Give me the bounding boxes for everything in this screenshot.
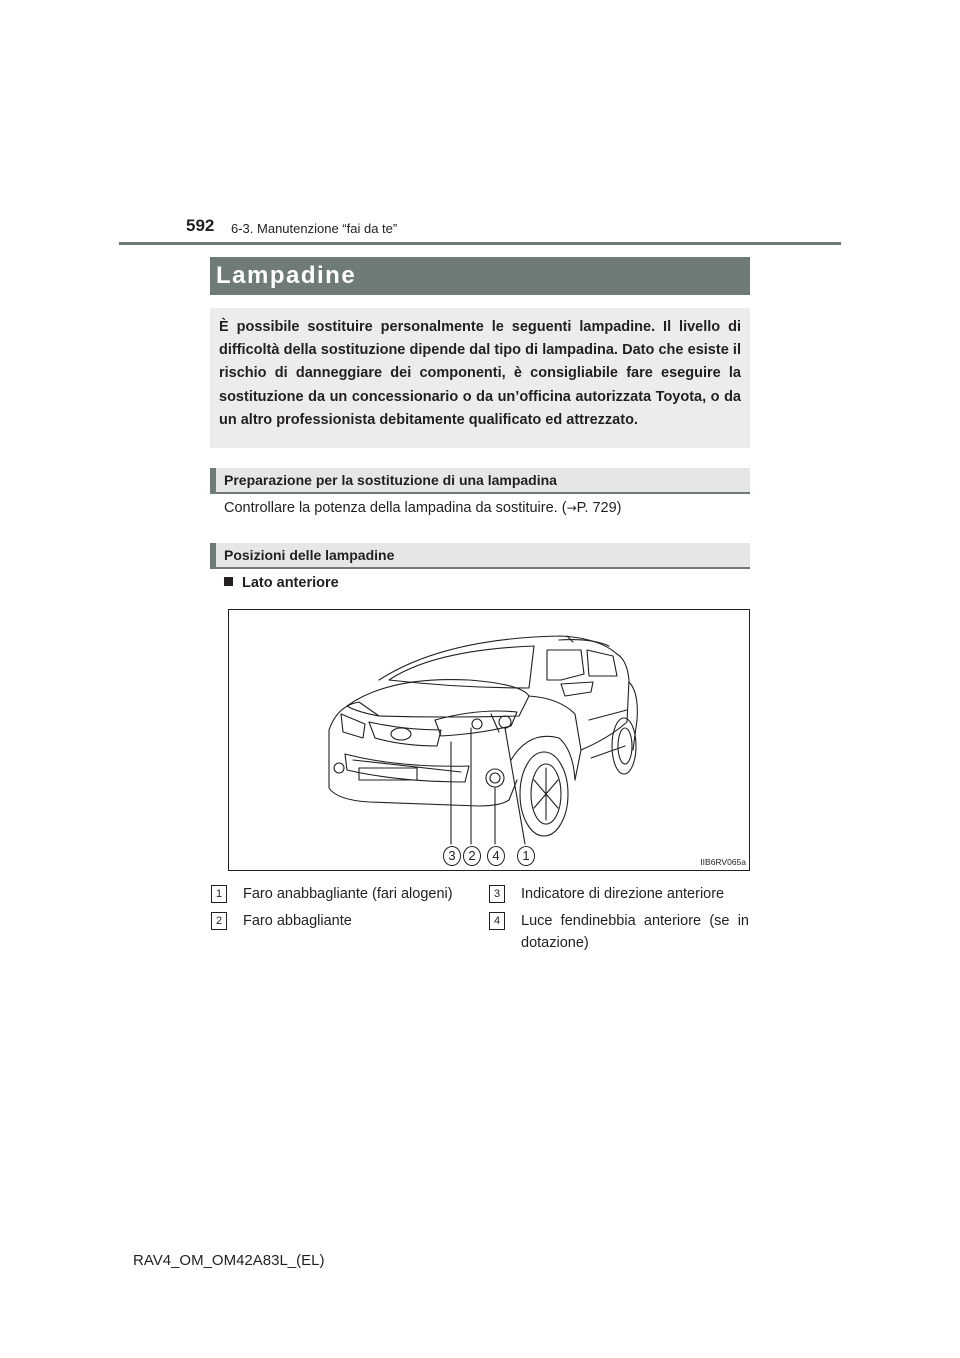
car-roof-outline bbox=[379, 636, 617, 680]
legend-item-3 bbox=[489, 883, 751, 907]
number-box-icon: 1 bbox=[211, 885, 227, 903]
car-front-illustration bbox=[228, 609, 750, 871]
section-heading-label: Posizioni delle lampadine bbox=[224, 547, 395, 563]
section-heading-label: Preparazione per la sostituzione di una lampadina bbox=[224, 472, 557, 488]
number-box-icon: 2 bbox=[211, 912, 227, 930]
legend-text: Indicatore di direzione anteriore bbox=[521, 886, 725, 902]
legend-text bbox=[521, 910, 749, 954]
callout-marker-2: 2 bbox=[463, 846, 481, 866]
legend-text-line2: dotazione) bbox=[521, 935, 589, 951]
callout-marker-1: 1 bbox=[517, 846, 535, 866]
subsection-front-side bbox=[224, 575, 339, 591]
page-title: Lampadine bbox=[216, 262, 357, 289]
legend-text: Faro anabbagliante (fari alogeni) bbox=[243, 886, 453, 902]
square-bullet-icon bbox=[224, 577, 233, 586]
number-box-icon: 4 bbox=[489, 912, 505, 930]
section-heading-preparation bbox=[210, 468, 750, 494]
car-upper-grille bbox=[369, 722, 441, 746]
callout-line-1 bbox=[505, 728, 525, 844]
car-windshield bbox=[389, 646, 534, 688]
car-side-window-front bbox=[547, 650, 584, 680]
section-heading-marker bbox=[210, 543, 216, 569]
header-divider bbox=[119, 242, 841, 245]
section-path: 6-3. Manutenzione “fai da te” bbox=[231, 221, 398, 236]
subsection-label: Lato anteriore bbox=[242, 575, 339, 591]
car-logo bbox=[391, 728, 411, 740]
callout-marker-4: 4 bbox=[487, 846, 505, 866]
legend-item-1 bbox=[211, 883, 481, 907]
section-heading-marker bbox=[210, 468, 216, 494]
legend-text-line1: Luce fendinebbia anteriore (se in bbox=[521, 913, 749, 929]
preparation-text-main: Controllare la potenza della lampadina da sostituire. ( bbox=[224, 500, 567, 516]
legend-item-2 bbox=[211, 910, 481, 934]
callout-marker-3: 3 bbox=[443, 846, 461, 866]
intro-text: È possibile sostituire personalmente le seguenti lampadine. Il livello di difficoltà della sostituzione dipende dal tipo di lampadina. Dato che esiste il rischio di danneggiare dei componenti, è consigliabile fare eseguire la sostituzione da un concessionario o da un’officina autorizzata Toyota, o da un altro professionista debitamente qualificato ed attrezzato. bbox=[219, 319, 741, 428]
car-headlight-cluster bbox=[435, 711, 517, 736]
preparation-text bbox=[224, 500, 622, 516]
page-reference-arrow-icon: → bbox=[566, 501, 577, 515]
car-fog-light bbox=[486, 769, 504, 787]
legend-text: Faro abbagliante bbox=[243, 913, 352, 929]
section-heading-positions bbox=[210, 543, 750, 569]
car-illustration-svg bbox=[229, 610, 749, 870]
page-reference-link[interactable]: P. 729) bbox=[576, 500, 622, 516]
car-side-window-rear bbox=[587, 650, 617, 676]
page-number: 592 bbox=[186, 216, 215, 235]
car-side-mirror bbox=[561, 682, 593, 696]
number-box-icon: 3 bbox=[489, 885, 505, 903]
figure-image-code: IIB6RV065a bbox=[700, 857, 746, 867]
document-code: RAV4_OM_OM42A83L_(EL) bbox=[133, 1252, 325, 1269]
legend-item-4 bbox=[489, 910, 751, 958]
